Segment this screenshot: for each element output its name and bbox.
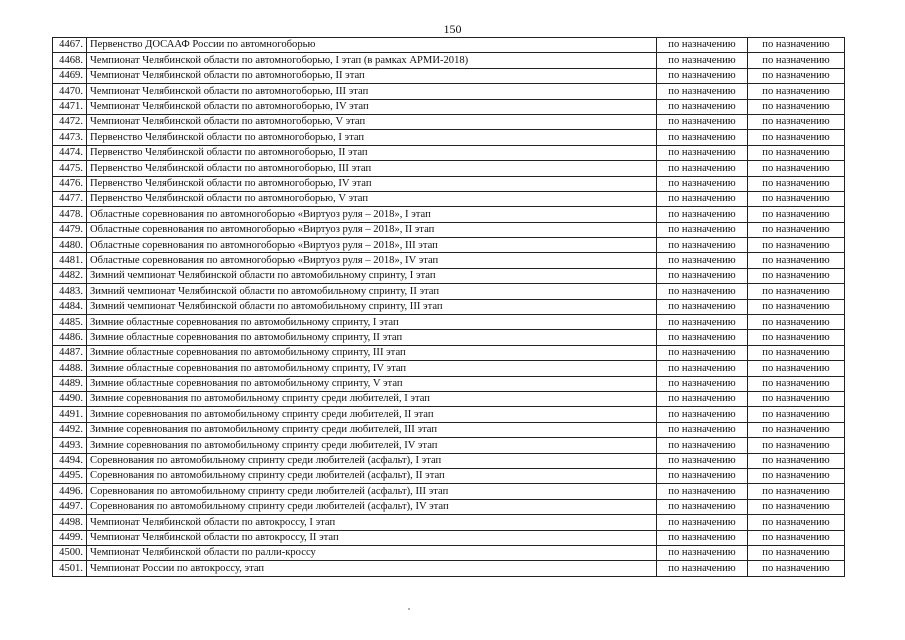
row-number: 4473. [53, 130, 87, 145]
event-name: Чемпионат Челябинской области по автомногоборью, I этап (в рамках АРМИ-2018) [87, 53, 657, 68]
row-number: 4476. [53, 176, 87, 191]
assignment-cell-a: по назначению [657, 207, 748, 222]
assignment-cell-a: по назначению [657, 38, 748, 53]
assignment-cell-b: по назначению [748, 484, 845, 499]
assignment-cell-b: по назначению [748, 499, 845, 514]
assignment-cell-b: по назначению [748, 176, 845, 191]
table-row [53, 238, 845, 253]
row-number: 4479. [53, 222, 87, 237]
table-row [53, 130, 845, 145]
row-number: 4481. [53, 253, 87, 268]
table-row [53, 268, 845, 283]
assignment-cell-a: по назначению [657, 422, 748, 437]
assignment-cell-b: по назначению [748, 376, 845, 391]
row-number: 4498. [53, 515, 87, 530]
event-name: Соревнования по автомобильному спринту среди любителей (асфальт), IV этап [87, 499, 657, 514]
row-number: 4477. [53, 191, 87, 206]
assignment-cell-b: по назначению [748, 253, 845, 268]
event-name: Соревнования по автомобильному спринту среди любителей (асфальт), II этап [87, 468, 657, 483]
event-name: Первенство Челябинской области по автомногоборью, I этап [87, 130, 657, 145]
event-name: Зимние областные соревнования по автомобильному спринту, II этап [87, 330, 657, 345]
row-number: 4482. [53, 268, 87, 283]
table-row [53, 438, 845, 453]
table-row [53, 468, 845, 483]
row-number: 4469. [53, 68, 87, 83]
event-name: Первенство Челябинской области по автомногоборью, III этап [87, 161, 657, 176]
row-number: 4501. [53, 561, 87, 576]
assignment-cell-b: по назначению [748, 407, 845, 422]
assignment-cell-a: по назначению [657, 176, 748, 191]
event-name: Чемпионат Челябинской области по автомногоборью, V этап [87, 114, 657, 129]
row-number: 4492. [53, 422, 87, 437]
table-row [53, 53, 845, 68]
assignment-cell-a: по назначению [657, 238, 748, 253]
event-name: Зимние соревнования по автомобильному спринту среди любителей, IV этап [87, 438, 657, 453]
table-row [53, 361, 845, 376]
assignment-cell-a: по назначению [657, 99, 748, 114]
assignment-cell-a: по назначению [657, 391, 748, 406]
row-number: 4488. [53, 361, 87, 376]
table-row [53, 422, 845, 437]
event-name: Зимние соревнования по автомобильному спринту среди любителей, I этап [87, 391, 657, 406]
row-number: 4484. [53, 299, 87, 314]
row-number: 4489. [53, 376, 87, 391]
table-row [53, 207, 845, 222]
assignment-cell-a: по назначению [657, 438, 748, 453]
row-number: 4475. [53, 161, 87, 176]
table-row [53, 161, 845, 176]
table-row [53, 391, 845, 406]
assignment-cell-b: по назначению [748, 515, 845, 530]
table-row [53, 530, 845, 545]
events-table [52, 37, 845, 577]
table-row [53, 376, 845, 391]
assignment-cell-b: по назначению [748, 561, 845, 576]
event-name: Соревнования по автомобильному спринту среди любителей (асфальт), I этап [87, 453, 657, 468]
table-row [53, 99, 845, 114]
assignment-cell-b: по назначению [748, 238, 845, 253]
assignment-cell-b: по назначению [748, 53, 845, 68]
assignment-cell-b: по назначению [748, 422, 845, 437]
event-name: Чемпионат Челябинской области по ралли-кроссу [87, 545, 657, 560]
event-name: Соревнования по автомобильному спринту среди любителей (асфальт), III этап [87, 484, 657, 499]
table-row [53, 453, 845, 468]
event-name: Зимние соревнования по автомобильному спринту среди любителей, II этап [87, 407, 657, 422]
row-number: 4470. [53, 84, 87, 99]
row-number: 4491. [53, 407, 87, 422]
assignment-cell-b: по назначению [748, 99, 845, 114]
table-row [53, 84, 845, 99]
event-name: Областные соревнования по автомногоборью «Виртуоз руля – 2018», I этап [87, 207, 657, 222]
assignment-cell-b: по назначению [748, 330, 845, 345]
assignment-cell-a: по назначению [657, 191, 748, 206]
page-number: 150 [443, 22, 462, 36]
assignment-cell-a: по назначению [657, 315, 748, 330]
row-number: 4493. [53, 438, 87, 453]
row-number: 4490. [53, 391, 87, 406]
table-row [53, 222, 845, 237]
assignment-cell-b: по назначению [748, 345, 845, 360]
assignment-cell-b: по назначению [748, 438, 845, 453]
event-name: Чемпионат Челябинской области по автокроссу, I этап [87, 515, 657, 530]
assignment-cell-b: по назначению [748, 145, 845, 160]
assignment-cell-a: по назначению [657, 515, 748, 530]
assignment-cell-b: по назначению [748, 284, 845, 299]
event-name: Чемпионат Челябинской области по автомногоборью, IV этап [87, 99, 657, 114]
table-row [53, 299, 845, 314]
assignment-cell-a: по назначению [657, 530, 748, 545]
events-table-body [53, 38, 845, 577]
event-name: Областные соревнования по автомногоборью «Виртуоз руля – 2018», II этап [87, 222, 657, 237]
assignment-cell-a: по назначению [657, 545, 748, 560]
row-number: 4487. [53, 345, 87, 360]
table-row [53, 499, 845, 514]
event-name: Зимний чемпионат Челябинской области по автомобильному спринту, II этап [87, 284, 657, 299]
assignment-cell-a: по назначению [657, 68, 748, 83]
row-number: 4471. [53, 99, 87, 114]
assignment-cell-b: по назначению [748, 530, 845, 545]
table-row [53, 315, 845, 330]
assignment-cell-a: по назначению [657, 407, 748, 422]
assignment-cell-a: по назначению [657, 330, 748, 345]
row-number: 4480. [53, 238, 87, 253]
assignment-cell-a: по назначению [657, 53, 748, 68]
assignment-cell-a: по назначению [657, 268, 748, 283]
table-row [53, 345, 845, 360]
assignment-cell-a: по назначению [657, 468, 748, 483]
assignment-cell-a: по назначению [657, 145, 748, 160]
table-row [53, 38, 845, 53]
table-row [53, 484, 845, 499]
table-row [53, 253, 845, 268]
assignment-cell-b: по назначению [748, 268, 845, 283]
assignment-cell-a: по назначению [657, 345, 748, 360]
assignment-cell-a: по назначению [657, 453, 748, 468]
assignment-cell-b: по назначению [748, 361, 845, 376]
assignment-cell-a: по назначению [657, 284, 748, 299]
event-name: Чемпионат Челябинской области по автомногоборью, III этап [87, 84, 657, 99]
row-number: 4483. [53, 284, 87, 299]
table-row [53, 191, 845, 206]
event-name: Зимние областные соревнования по автомобильному спринту, V этап [87, 376, 657, 391]
assignment-cell-b: по назначению [748, 207, 845, 222]
assignment-cell-a: по назначению [657, 130, 748, 145]
assignment-cell-b: по назначению [748, 391, 845, 406]
table-row [53, 68, 845, 83]
row-number: 4499. [53, 530, 87, 545]
event-name: Зимние областные соревнования по автомобильному спринту, I этап [87, 315, 657, 330]
row-number: 4497. [53, 499, 87, 514]
table-row [53, 545, 845, 560]
row-number: 4468. [53, 53, 87, 68]
assignment-cell-a: по назначению [657, 484, 748, 499]
assignment-cell-b: по назначению [748, 545, 845, 560]
table-row [53, 561, 845, 576]
assignment-cell-a: по назначению [657, 299, 748, 314]
row-number: 4467. [53, 38, 87, 53]
event-name: Областные соревнования по автомногоборью «Виртуоз руля – 2018», IV этап [87, 253, 657, 268]
assignment-cell-b: по назначению [748, 222, 845, 237]
assignment-cell-a: по назначению [657, 376, 748, 391]
assignment-cell-a: по назначению [657, 361, 748, 376]
assignment-cell-a: по назначению [657, 161, 748, 176]
table-row [53, 176, 845, 191]
table-row [53, 330, 845, 345]
assignment-cell-b: по назначению [748, 315, 845, 330]
assignment-cell-b: по назначению [748, 191, 845, 206]
event-name: Зимний чемпионат Челябинской области по автомобильному спринту, III этап [87, 299, 657, 314]
assignment-cell-a: по назначению [657, 561, 748, 576]
row-number: 4472. [53, 114, 87, 129]
assignment-cell-a: по назначению [657, 114, 748, 129]
table-row [53, 515, 845, 530]
event-name: Зимние областные соревнования по автомобильному спринту, IV этап [87, 361, 657, 376]
event-name: Областные соревнования по автомногоборью «Виртуоз руля – 2018», III этап [87, 238, 657, 253]
table-row [53, 284, 845, 299]
event-name: Зимний чемпионат Челябинской области по автомобильному спринту, I этап [87, 268, 657, 283]
assignment-cell-a: по назначению [657, 84, 748, 99]
table-row [53, 145, 845, 160]
row-number: 4485. [53, 315, 87, 330]
event-name: Первенство Челябинской области по автомногоборью, II этап [87, 145, 657, 160]
assignment-cell-b: по назначению [748, 84, 845, 99]
row-number: 4478. [53, 207, 87, 222]
table-row [53, 407, 845, 422]
event-name: Зимние областные соревнования по автомобильному спринту, III этап [87, 345, 657, 360]
event-name: Первенство Челябинской области по автомногоборью, IV этап [87, 176, 657, 191]
table-row [53, 114, 845, 129]
assignment-cell-b: по назначению [748, 114, 845, 129]
assignment-cell-a: по назначению [657, 499, 748, 514]
row-number: 4496. [53, 484, 87, 499]
assignment-cell-b: по назначению [748, 453, 845, 468]
assignment-cell-b: по назначению [748, 68, 845, 83]
event-name: Первенство ДОСААФ России по автомногоборью [87, 38, 657, 53]
row-number: 4494. [53, 453, 87, 468]
assignment-cell-a: по назначению [657, 253, 748, 268]
row-number: 4486. [53, 330, 87, 345]
assignment-cell-b: по назначению [748, 130, 845, 145]
assignment-cell-b: по назначению [748, 161, 845, 176]
event-name: Чемпионат России по автокроссу, этап [87, 561, 657, 576]
scan-speck [408, 608, 410, 610]
event-name: Чемпионат Челябинской области по автомногоборью, II этап [87, 68, 657, 83]
assignment-cell-b: по назначению [748, 299, 845, 314]
event-name: Первенство Челябинской области по автомногоборью, V этап [87, 191, 657, 206]
assignment-cell-b: по назначению [748, 38, 845, 53]
row-number: 4474. [53, 145, 87, 160]
event-name: Чемпионат Челябинской области по автокроссу, II этап [87, 530, 657, 545]
event-name: Зимние соревнования по автомобильному спринту среди любителей, III этап [87, 422, 657, 437]
assignment-cell-a: по назначению [657, 222, 748, 237]
row-number: 4500. [53, 545, 87, 560]
row-number: 4495. [53, 468, 87, 483]
assignment-cell-b: по назначению [748, 468, 845, 483]
